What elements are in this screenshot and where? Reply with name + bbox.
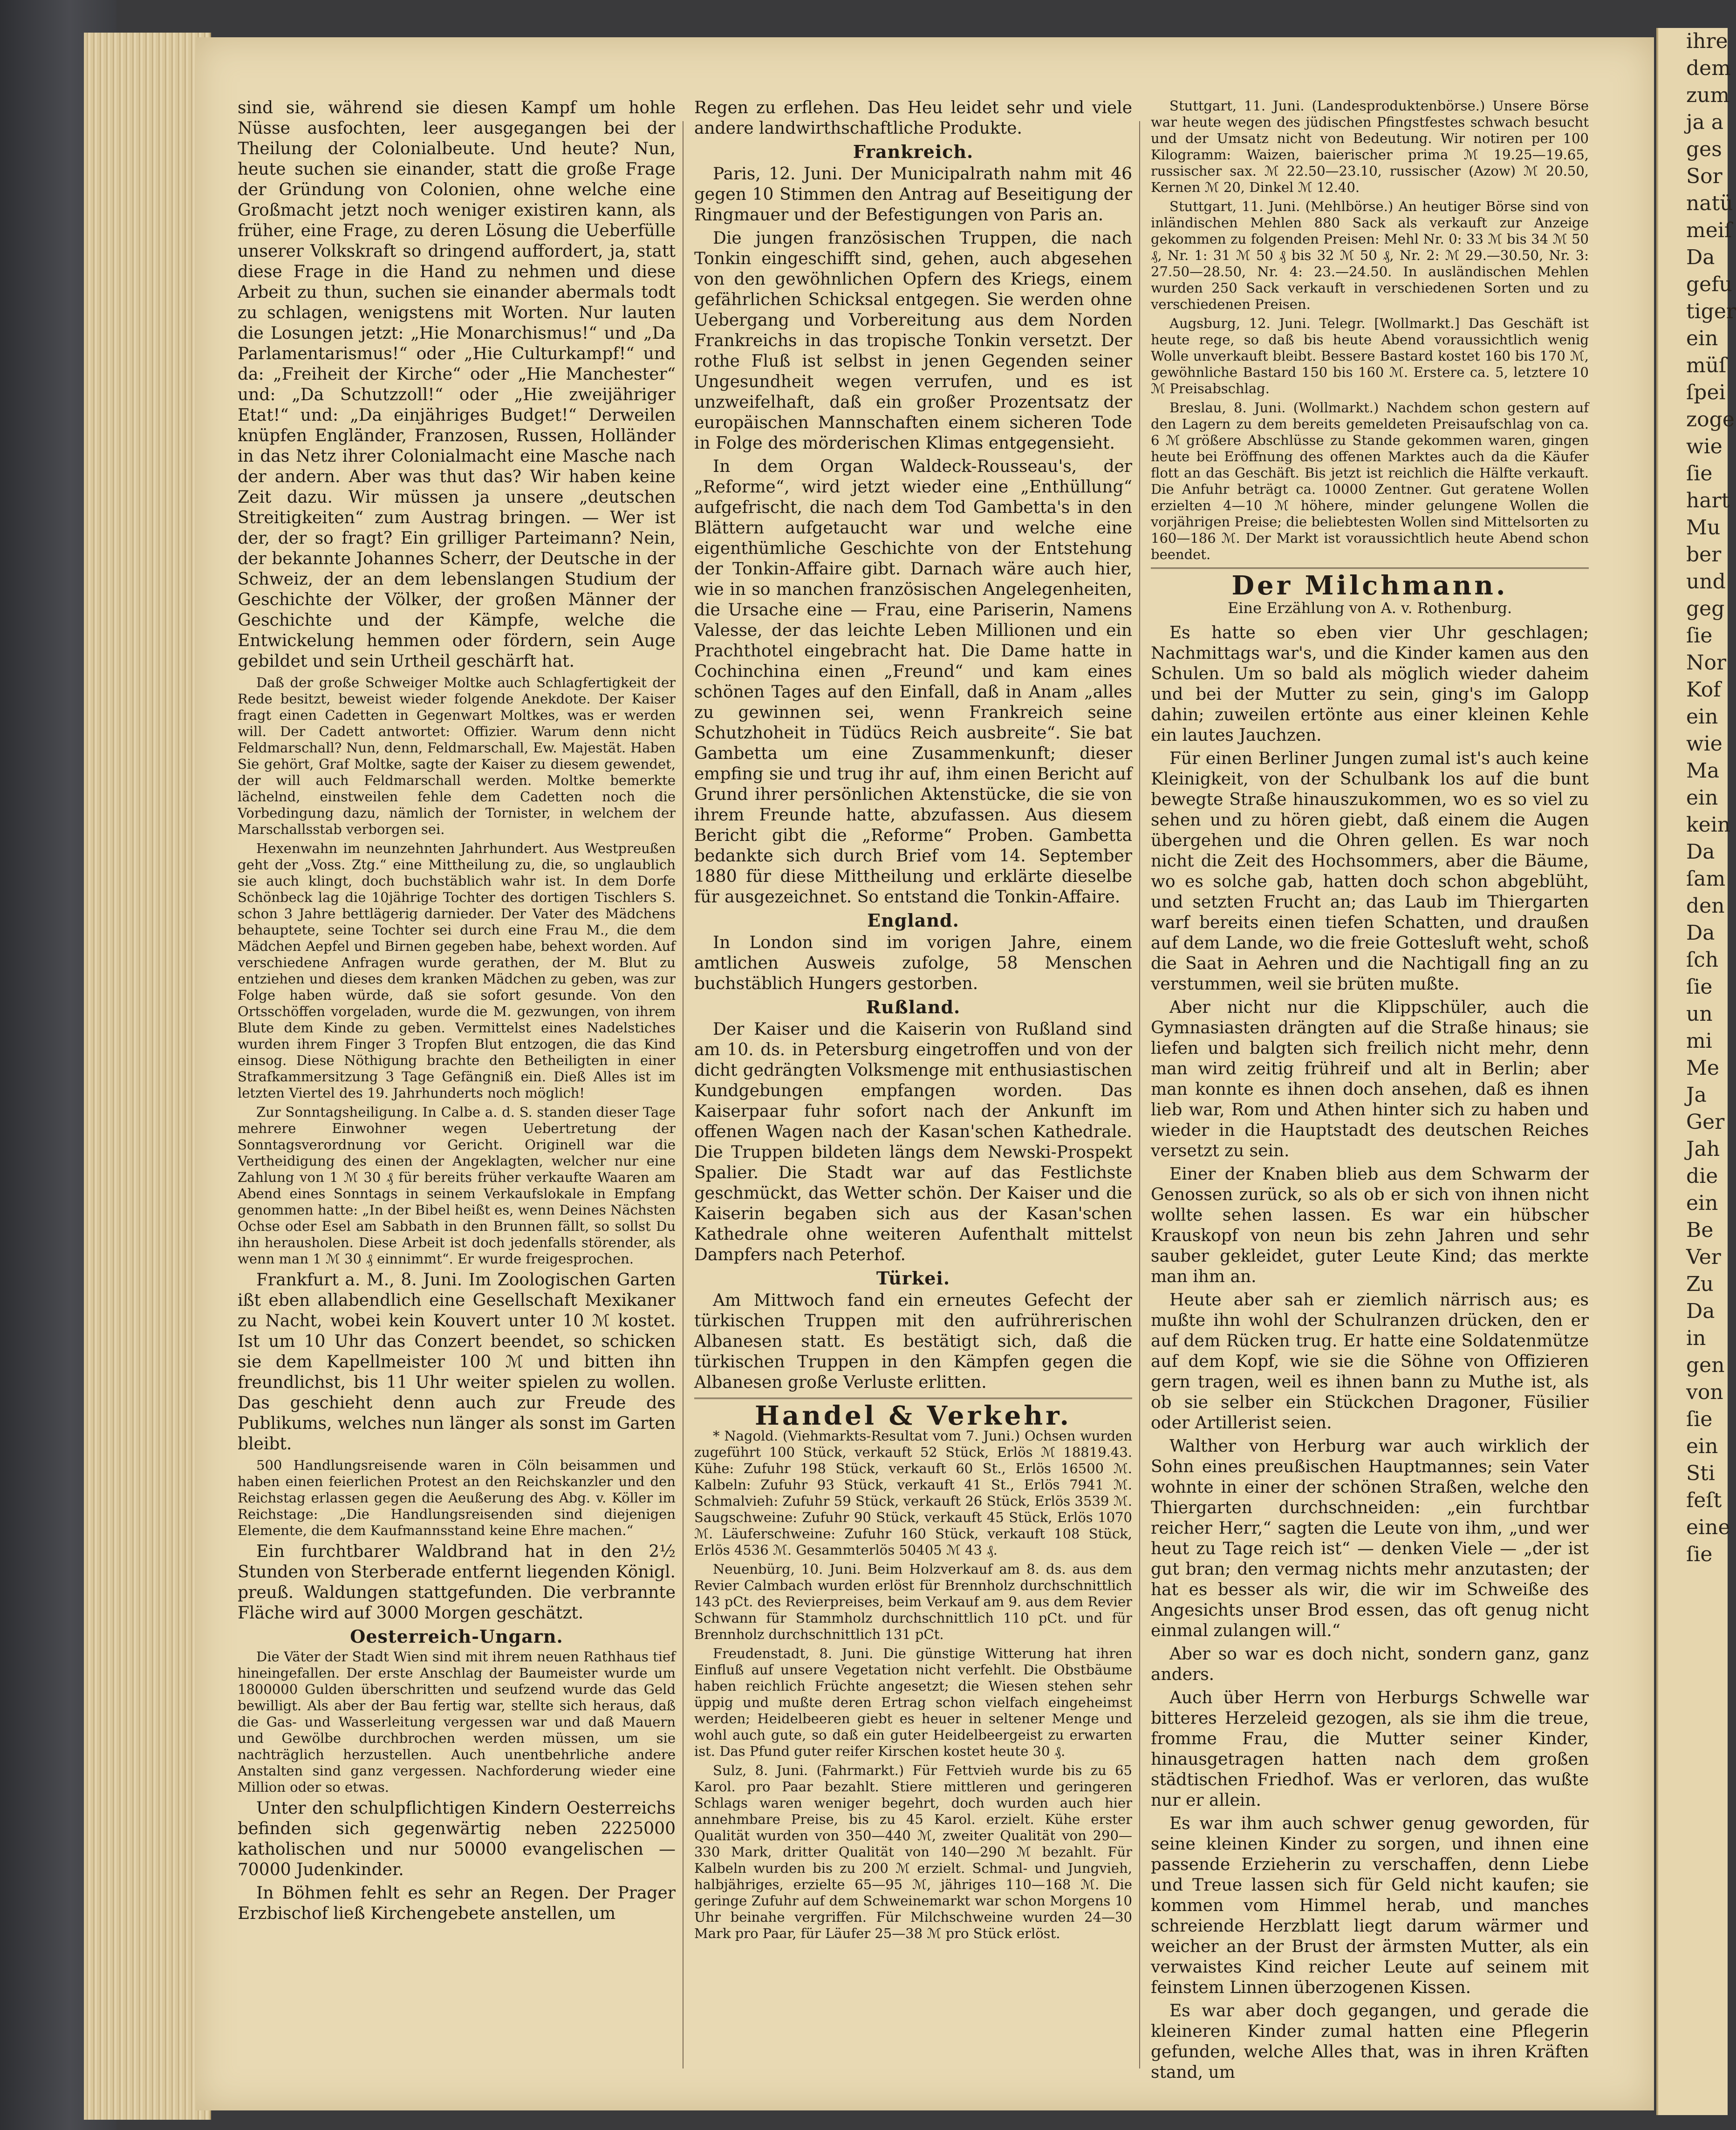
facing-page-word: wie [1686, 435, 1722, 458]
facing-page-word: von [1686, 1380, 1723, 1404]
facing-page-word: wie [1686, 732, 1722, 756]
article-wien-rathhaus: Die Väter der Stadt Wien sind mit ihrem neuen Rathhaus tief hineingefallen. Der erste Anschlag der Baumeister wurde um 1800000 Gulden überschritten und seufzend wurde das Geld bewilligt. Als aber der Bau fertig war, stellte sich heraus, daß die Gas- und Wasserleitung vergessen war und daß Mauern und Gewölbe durchbrochen werden müssen, um sie nachträglich herzustellen. Auch unentbehrliche andere Anstalten sind ganz vergessen. Nachforderung wieder eine Million oder so etwas. [238, 1649, 676, 1795]
facing-page-word: Be [1686, 1218, 1714, 1242]
column-rule [1139, 121, 1140, 2069]
story-paragraph: Heute aber sah er ziemlich närrisch aus; es mußte ihn wohl der Schulranzen drücken, den er auf dem Rücken trug. Er hatte eine Soldatenmütze auf dem Kopf, wie sie die Söhne von Offizieren gern tragen, weil es ihnen bann zu Muthe ist, als ob sie selber ein Stückchen Dragoner, Füsilier oder Artillerist seien. [1151, 1290, 1589, 1433]
facing-page-word: meiſ [1686, 218, 1732, 242]
story-byline: Eine Erzählung von A. v. Rothenburg. [1227, 599, 1512, 617]
story-paragraph: Es war aber doch gegangen, und gerade die kleineren Kinder zumal hatten eine Pflegerin gefunden, welche Alles that, was in ihren Kräften stand, um [1151, 2001, 1589, 2082]
report-augsburg: Augsburg, 12. Juni. Telegr. [Wollmarkt.] Das Geschäft ist heute rege, so daß bis heute Abend voraussichtlich wenig Wolle unverkauft bleibt. Bessere Bastard kostet 160 bis 170 ℳ, gewöhnliche Bastard 150 bis 160 ℳ. Erstere ca. 5, letztere 10 ℳ Preisabschlag. [1151, 315, 1589, 396]
facing-page-word: ein [1686, 786, 1718, 810]
article-schulkinder: Unter den schulpflichtigen Kindern Oesterreichs befinden sich gegenwärtig neben 2225000 katholischen und nur 50000 evangelischen — 70000 Judenkinder. [238, 1799, 676, 1879]
article-colonial-debate: sind sie, während sie diesen Kampf um hohle Nüsse ausfochten, leer ausgegangen bei der Theilung der Colonialbeute. Und heute? Nun, heute suchen sie einander, statt die große Frage der Gründung von Colonien, ohne welche eine Großmacht jetzt noch weniger existiren kann, als früher, eine Frage, zu deren Lösung die Ueberfülle unserer Volkskraft so dringend auffordert, ja, statt diese Frage in die Hand zu nehmen und diese Arbeit zu thun, suchen sie einander abermals todt zu schlagen, wenigstens mit Worten. Nur lauten die Losungen jetzt: „Hie Monarchismus!“ und „Da Parlamentarismus!“ oder „Hie Culturkampf!“ und da: „Freiheit der Kirche“ oder „Hie Manchester“ und: „Da Schutzzoll!“ oder „Hie zweijähriger Etat!“ und: „Da einjähriges Budget!“ Derweilen knüpfen Engländer, Franzosen, Russen, Holländer in das Netz ihrer Colonialmacht eine Masche nach der andern. Aber was thut das? Wir haben keine Zeit dazu. Wir müssen ja unsere „deutschen Streitigkeiten“ zum Austrag bringen. — Wer ist der, der so fragt? Ein grilliger Parteimann? Nein, der bekannte Johannes Scherr, der Deutsche in der Schweiz, der an dem lebenslangen Studium der Geschichte der Völker, der großen Männer der Geschichte und der Kämpfe, welche die Entwickelung hemmen oder fördern, sein Auge gebildet und sein Urtheil geschärft hat. [238, 98, 676, 671]
article-tonkin-affaire: In dem Organ Waldeck-Rousseau's, der „Reforme“, wird jetzt wieder eine „Enthüllung“ aufgefrischt, die nach dem Tod Gambetta's in den Blättern aufgetaucht war und welche eine eigenthümliche Geschichte von der Entstehung der Tonkin-Affaire gibt. Darnach wäre auch hier, wie in so manchen französischen Angelegenheiten, die Ursache eine — Frau, eine Pariserin, Namens Valesse, der das leichte Leben Millionen und ein Prachthotel eingebracht hat. Die Dame hatte in Cochinchina einen „Freund“ und kam eines schönen Tages auf den Einfall, daß in Anam „alles zu gewinnen sei, wenn Frankreich seine Schutzhoheit in Tüdücs Reich ausbreite“. Sie bat Gambetta um eine Zusammenkunft; dieser empfing sie und trug ihr auf, ihm einen Bericht auf Grund ihrer persönlichen Aktenstücke, die sie von ihrem Freunde hatte, abzufassen. Aus diesem Bericht gibt die „Reforme“ Proben. Gambetta bedankte sich durch Brief vom 14. September 1880 für diese Mittheilung und erklärte dieselbe für ausgezeichnet. So entstand die Tonkin-Affaire. [694, 457, 1132, 907]
story-paragraph: Für einen Berliner Jungen zumal ist's auch keine Kleinigkeit, von der Schulbank los auf die bunt bewegte Straße hinauszukommen, wo es so viel zu sehen und zu hören giebt, daß einem die Augen übergehen und die Ohren gellen. Es war noch nicht die Zeit des Hochsommers, aber die Bäume, wo es solche gab, hatten doch schon abgeblüht, und setzten Frucht an; das Laub im Thiergarten warf bereits einen tiefen Schatten, und draußen auf dem Lande, wo die freie Gottesluft weht, schoß die Saat in Aehren und die Nachtigall fing an zu verstummen, weil sie brüten mußte. [1151, 749, 1589, 994]
column-3 [1151, 98, 1589, 2086]
facing-page-word: müſ [1686, 354, 1727, 377]
article-waldbrand: Ein furchtbarer Waldbrand hat in den 2½ Stunden von Sterberade entfernt liegenden Königl. preuß. Waldungen stattgefunden. Die verbrannte Fläche wird auf 3000 Morgen geschätzt. [238, 1542, 676, 1623]
facing-page-word: Ver [1686, 1245, 1721, 1269]
facing-page-word: kein [1686, 813, 1731, 837]
article-hexenwahn: Hexenwahn im neunzehnten Jahrhundert. Aus Westpreußen geht der „Voss. Ztg.“ eine Mittheilung zu, die, so unglaublich sie auch klingt, doch buchstäblich wahr ist. In dem Dorfe Schönbeck lag die 10jährige Tochter des dortigen Tischlers S. schon 3 Jahre bettlägerig darnieder. Der Vater des Mädchens behauptete, seine Tochter sei durch eine Frau M., die dem Mädchen Aepfel und Birnen gegeben habe, behext worden. Auf verschiedene Anfragen wurde gerathen, der M. Blut zu entziehen und dieses dem kranken Mädchen zu geben, was zur Folge haben würde, daß sie sofort gesunde. Von den Ortsschöffen vorgeladen, wurde die M. gezwungen, von ihrem Blute dem Kinde zu geben. Vermittelst eines Nadelstiches wurden ihrem Finger 3 Tropfen Blut entzogen, die das Kind einsog. Diese Nöthigung brachte den Betheiligten in einer Strafkammersitzung 3 Tage Gefängniß ein. Dieß Alles ist im letzten Viertel des 19. Jahrhunderts noch möglich! [238, 840, 676, 1101]
facing-page-word: gefu [1686, 273, 1732, 296]
report-freudenstadt: Freudenstadt, 8. Juni. Die günstige Witterung hat ihren Einfluß auf unsere Vegetation nicht verfehlt. Die Obstbäume haben reichlich Früchte angesetzt; die Wiesen stehen sehr üppig und mußte deren Ertrag schon vielfach eingeheimst werden; Heidelbeeren giebt es heuer in seltener Menge und wohl auch gute, so daß ein guter Heidelbeergeist zu erwarten ist. Das Pfund guter reifer Kirschen kostet heute 30 ₰. [694, 1645, 1132, 1759]
facing-page-word: den [1686, 894, 1725, 918]
facing-page-word: ſch [1686, 948, 1719, 972]
facing-page-word: Ja [1686, 1083, 1707, 1107]
facing-page-word: un [1686, 1002, 1713, 1026]
facing-page-word: ein [1686, 327, 1718, 350]
facing-page-word: die [1686, 1164, 1718, 1188]
facing-page-word: Zu [1686, 1272, 1714, 1296]
facing-page-word: geg [1686, 597, 1725, 621]
article-paris: Paris, 12. Juni. Der Municipalrath nahm mit 46 gegen 10 Stimmen den Antrag auf Beseitigung der Ringmauer und der Befestigungen von Paris an. [694, 164, 1132, 225]
article-petersburg: Der Kaiser und die Kaiserin von Rußland sind am 10. ds. in Petersburg eingetroffen und von der dicht gedrängten Volksmenge mit enthusiastischen Kundgebungen empfangen worden. Das Kaiserpaar fuhr sofort nach der Ankunft im offenen Wagen nach der Kasan'schen Kathedrale. Die Truppen bildeten längs dem Newski-Prospekt Spalier. Die Stadt war auf das Festlichste geschmückt, das Wetter schön. Der Kaiser und die Kaiserin begaben sich aus der Kasan'schen Kathedrale ohne weiteren Aufenthalt mittelst Dampfers nach Peterhof. [694, 1020, 1132, 1264]
facing-page-word: ſie [1686, 1543, 1713, 1566]
report-neuenbuerg: Neuenbürg, 10. Juni. Beim Holzverkauf am 8. ds. aus dem Revier Calmbach wurden erlöst für Brennholz durchschnittlich 143 pCt. des Revierpreises, beim Verkauf am 9. aus dem Revier Schwann für Stammholz durchschnittlich 110 pCt. und für Brennholz durchschnittlich 131 pCt. [694, 1561, 1132, 1642]
facing-page-word: ja a [1686, 110, 1724, 134]
story-paragraph: Einer der Knaben blieb aus dem Schwarm der Genossen zurück, so als ob er sich von ihnen nicht wollte sehen lassen. Es war ein hübscher Krauskopf von neun bis zehn Jahren und sehr sauber gekleidet, guter Leute Kind; das merkte man ihm an. [1151, 1165, 1589, 1286]
facing-page-word: Da [1686, 246, 1715, 269]
facing-page-word: ſie [1686, 975, 1713, 999]
facing-page-word: Ma [1686, 759, 1720, 783]
article-tonkin-troops: Die jungen französischen Truppen, die nach Tonkin eingeschifft sind, gehen, auch abgesehen von den gewöhnlichen Opfern des Kriegs, einem gefährlichen Schicksal entgegen. Sie werden ohne Uebergang und Vorbereitung aus dem Norden Frankreichs in das tropische Tonkin versetzt. Der rothe Fluß ist selbst in jenen Gegenden seiner Ungesundheit wegen verrufen, und es ist unzweifelhaft, daß ein großer Prozentsatz der europäischen Mannschaften einem sicheren Tode in Folge des mörderischen Klimas entgegensieht. [694, 229, 1132, 453]
facing-page-word: ein [1686, 705, 1718, 729]
facing-page-word: Ger [1686, 1110, 1725, 1134]
facing-page-word: Nor [1686, 651, 1727, 675]
article-albanesen: Am Mittwoch fand ein erneutes Gefecht der türkischen Truppen mit den aufrührerischen Albanesen statt. Es bestätigt sich, daß die türkischen Truppen in den Kämpfen gegen die Albanesen große Verluste erlitten. [694, 1291, 1132, 1392]
facing-page-word: ein [1686, 1191, 1718, 1215]
report-nagold: * Nagold. (Viehmarkts-Resultat vom 7. Juni.) Ochsen wurden zugeführt 100 Stück, verkauft 52 Stück, Erlös ℳ 18819.43. Kühe: Zufuhr 198 Stück, verkauft 60 St., Erlös 16500 ℳ. Kalbeln: Zufuhr 93 Stück, verkauft 41 St., Erlös 7941 ℳ. Schmalvieh: Zufuhr 59 Stück, verkauft 26 Stück, Erlös 3539 ℳ. Saugschweine: Zufuhr 90 Stück, verkauft 45 Stück, Erlös 1070 ℳ. Läuferschweine: Zufuhr 160 Stück, verkauft 108 Stück, Erlös 4536 ℳ. Gesammterlös 50405 ℳ 43 ₰. [694, 1428, 1132, 1558]
facing-page-word: Sti [1686, 1461, 1715, 1485]
article-frankfurt: Frankfurt a. M., 8. Juni. Im Zoologischen Garten ißt eben allabendlich eine Gesellschaft Mexikaner zu Nacht, wobei kein Kouvert unter 10 ℳ kostet. Ist um 10 Uhr das Conzert beendet, so schicken sie dem Kapellmeister 100 ℳ und bitten ihn freundlichst, bis 11 Uhr weiter spielen zu wollen. Das geschieht denn auch zur Freude des Publikums, welches nun länger als sonst im Garten bleibt. [238, 1270, 676, 1454]
facing-page-word: ſie [1686, 624, 1713, 648]
section-divider [694, 1398, 1132, 1399]
article-handlungsreisende: 500 Handlungsreisende waren in Cöln beisammen und haben einen feierlichen Protest an den Reichskanzler und den Reichstag erlassen gegen die Aeußerung des Abg. v. Köller im Reichstage: „Die Handlungsreisenden sind diejenigen Elemente, die dem Kaufmannsstand keine Ehre machen.“ [238, 1457, 676, 1538]
facing-page-word: Mu [1686, 516, 1721, 539]
page-edge [84, 33, 211, 2120]
facing-page-word: in [1686, 1326, 1706, 1350]
story-paragraph: Aber nicht nur die Klippschüler, auch die Gymnasiasten drängten auf die Straße hinaus; sie liefen und balgten sich freilich nicht mehr, denn man wird zeitig frühreif und alt in Berlin; aber man konnte es ihnen doch ansehen, daß es ihnen lieb war, Rom und Athen hinter sich zu haben und wieder in die Hauptstadt des deutschen Reiches versetzt zu sein. [1151, 998, 1589, 1161]
story-paragraph: Es hatte so eben vier Uhr geschlagen; Nachmittags war's, und die Kinder kamen aus den Schulen. Um so bald als möglich wieder daheim und bei der Mutter zu sein, ging's im Galopp dahin; zuweilen ertönte aus einer kleinen Kehle ein lautes Jauchzen. [1151, 623, 1589, 745]
story-paragraph: Es war ihm auch schwer genug geworden, für seine kleinen Kinder zu sorgen, und ihnen eine passende Erzieherin zu verschaffen, denn Liebe und Treue lassen sich für Geld nicht kaufen; sie kommen vom Himmel herab, und manches schreiende Herzblatt liegt darum wärmer und weicher an der Brust der ärmsten Mutter, als ein verwaistes Kind reicher Leute auf seinem mit feinstem Linnen überzogenen Kissen. [1151, 1814, 1589, 1997]
facing-page-word: tiger [1686, 300, 1736, 323]
heading-tuerkei: Türkei. [876, 1268, 950, 1289]
section-divider [1151, 567, 1589, 569]
column-1 [238, 98, 676, 1927]
heading-england: England. [867, 910, 959, 931]
facing-page-word: zoge [1686, 408, 1735, 431]
heading-frankreich: Frankreich. [853, 141, 974, 162]
report-sulz: Sulz, 8. Juni. (Fahrmarkt.) Für Fettvieh wurde bis zu 65 Karol. pro Paar bezahlt. Stiere mittleren und geringeren Schlags waren weniger begehrt, doch wurden auch hier annehmbare Preise, bis zu 45 Karol. erzielt. Kühe erster Qualität wurden von 350—440 ℳ, zweiter Qualität von 290—330 Mark, dritter Qualität von 140—290 ℳ bezahlt. Für Kalbeln wurden bis zu 200 ℳ erzielt. Schmal- und Jungvieh, halbjähriges, erzielte 65—95 ℳ, jähriges 110—168 ℳ. Die geringe Zufuhr auf dem Schweinemarkt war schon Morgens 10 Uhr beinahe vergriffen. Für Milchschweine wurden 24—30 Mark pro Paar, für Läufer 25—38 ℳ pro Stück erlöst. [694, 1762, 1132, 1941]
story-paragraph: Auch über Herrn von Herburgs Schwelle war bitteres Herzeleid gezogen, als sie ihm die treue, fromme Frau, die Mutter seiner Kinder, hinausgetragen hatten nach dem großen städtischen Friedhof. Was er verloren, das wußte nur er allein. [1151, 1688, 1589, 1810]
report-stuttgart-produkte: Stuttgart, 11. Juni. (Landesproduktenbörse.) Unsere Börse war heute wegen des jüdischen Pfingstfestes schwach besucht und der Umsatz nicht von Bedeutung. Wir notiren per 100 Kilogramm: Waizen, baierischer prima ℳ 19.25—19.65, russischer sax. ℳ 22.50—23.10, russischer (Azow) ℳ 20.50, Kernen ℳ 20, Dinkel ℳ 12.40. [1151, 98, 1589, 195]
facing-page-word: Me [1686, 1056, 1720, 1080]
story-paragraph: Aber so war es doch nicht, sondern ganz, ganz anders. [1151, 1645, 1589, 1684]
facing-page-word: ſpei [1686, 381, 1726, 404]
heading-handel-verkehr: Handel & Verkehr. [755, 1400, 1072, 1431]
article-london: In London sind im vorigen Jahre, einem amtlichen Ausweis zufolge, 58 Menschen buchstäblich Hungers gestorben. [694, 933, 1132, 993]
facing-page-word: und [1686, 570, 1726, 594]
facing-page-word: ein [1686, 1434, 1718, 1458]
facing-page-word: ſam [1686, 867, 1726, 891]
story-paragraph: Walther von Herburg war auch wirklich der Sohn eines preußischen Hauptmannes; sein Vater wohnte in einer der schönen Straßen, welche den Thiergarten durchschneiden: „ein furchtbar reicher Herr,“ sagten die Leute von ihm, „und wer heut zu Tage reich ist“ — denken Viele — „der ist gut bran; den vermag nichts mehr anzutasten; der hat es besser als wir, die wir im Schweiße des Angesichts unser Brod essen, das oft genug nicht einmal zulangen will.“ [1151, 1437, 1589, 1640]
facing-page-word: Sor [1686, 164, 1722, 188]
facing-page-word: ges [1686, 137, 1722, 161]
facing-page-word: Da [1686, 921, 1715, 945]
facing-page-word: hart [1686, 489, 1730, 512]
heading-oesterreich: Oesterreich-Ungarn. [350, 1626, 563, 1647]
facing-page-word: natü [1686, 191, 1733, 215]
story-title: Der Milchmann. [1231, 570, 1508, 601]
report-breslau: Breslau, 8. Juni. (Wollmarkt.) Nachdem schon gestern auf den Lagern zu dem bereits gemeldeten Preisaufschlag von ca. 6 ℳ größere Abschlüsse zu Stande gekommen waren, gingen heute bei Eröffnung des offenen Marktes auch da die Käufer flott an das Geschäft. Bis jetzt ist reichlich die Hälfte verkauft. Die Anfuhr beträgt ca. 10000 Zentner. Gut geratene Wollen erzielten 4—10 ℳ höhere, minder gelungene Wollen die vorjährigen Preise; die beliebtesten Wollen sind Mittelsorten zu 160—186 ℳ. Der Markt ist voraussichtlich heute Abend schon beendet. [1151, 400, 1589, 562]
heading-russland: Rußland. [866, 997, 961, 1017]
column-2 [694, 98, 1132, 1945]
facing-page-word: dem [1686, 56, 1731, 80]
facing-page-word: Kof [1686, 678, 1721, 702]
facing-page-word: ber [1686, 543, 1722, 567]
facing-page-word: ihre [1686, 29, 1728, 53]
facing-page-word: zum [1686, 83, 1730, 107]
facing-page-fragment [1656, 28, 1736, 2115]
article-boehmen-cont: Regen zu erflehen. Das Heu leidet sehr und viele andere landwirthschaftliche Produkte. [694, 98, 1132, 138]
facing-page-word: Da [1686, 1299, 1715, 1323]
article-sonntagsheiligung: Zur Sonntagsheiligung. In Calbe a. d. S. standen dieser Tage mehrere Einwohner wegen Uebertretung der Sonntagsverordnung vor Gericht. Originell war die Vertheidigung des einen der Angeklagten, welcher nur eine Zahlung von 1 ℳ 30 ₰ für bereits früher verkaufte Waaren am Abend eines Sonntags in seinem Verkaufslokale in Empfang genommen hatte: „In der Bibel heißt es, wenn Deines Nächsten Ochse oder Esel am Sabbath in den Brunnen fällt, so sollst Du ihn herausholen. Diese Arbeit ist doch jedenfalls störender, als wenn man 1 ℳ 30 ₰ einnimmt“. Er wurde freigesprochen. [238, 1104, 676, 1267]
article-boehmen: In Böhmen fehlt es sehr an Regen. Der Prager Erzbischof ließ Kirchengebete anstellen, um [238, 1884, 676, 1923]
facing-page-word: ſie [1686, 462, 1713, 485]
facing-page-word: Da [1686, 840, 1715, 864]
facing-page-word: feſt [1686, 1488, 1722, 1512]
report-stuttgart-mehl: Stuttgart, 11. Juni. (Mehlbörse.) An heutiger Börse sind von inländischen Mehlen 880 Sack als verkauft zur Anzeige gekommen zu folgenden Preisen: Mehl Nr. 0: 33 ℳ bis 34 ℳ 50 ₰, Nr. 1: 31 ℳ 50 ₰ bis 32 ℳ 50 ₰, Nr. 2: ℳ 29.—30.50, Nr. 3: 27.50—28.50, Nr. 4: 23.—24.50. In ausländischen Mehlen wurden 250 Sack verkauft in verschiedenen Sorten und zu verschiedenen Preisen. [1151, 198, 1589, 312]
article-moltke: Daß der große Schweiger Moltke auch Schlagfertigkeit der Rede besitzt, beweist wieder folgende Anekdote. Der Kaiser fragt einen Cadetten in Gegenwart Moltkes, was er werden will. Der Cadett antwortet: Offizier. Warum denn nicht Feldmarschall? Nun, denn, Feldmarschall, Ew. Majestät. Haben Sie gehört, Graf Moltke, sagte der Kaiser zu diesem gewendet, der will auch Feldmarschall werden. Moltke bemerkte lächelnd, einstweilen fehle dem Cadetten noch die Vorbedingung dazu, nämlich der Tornister, in welchem der Marschallsstab verborgen sei. [238, 675, 676, 837]
facing-page-word: eine [1686, 1516, 1730, 1539]
facing-page-word: gen [1686, 1353, 1725, 1377]
facing-page-word: Jah [1686, 1137, 1720, 1161]
facing-page-word: ſie [1686, 1407, 1713, 1431]
facing-page-word: mi [1686, 1029, 1712, 1053]
